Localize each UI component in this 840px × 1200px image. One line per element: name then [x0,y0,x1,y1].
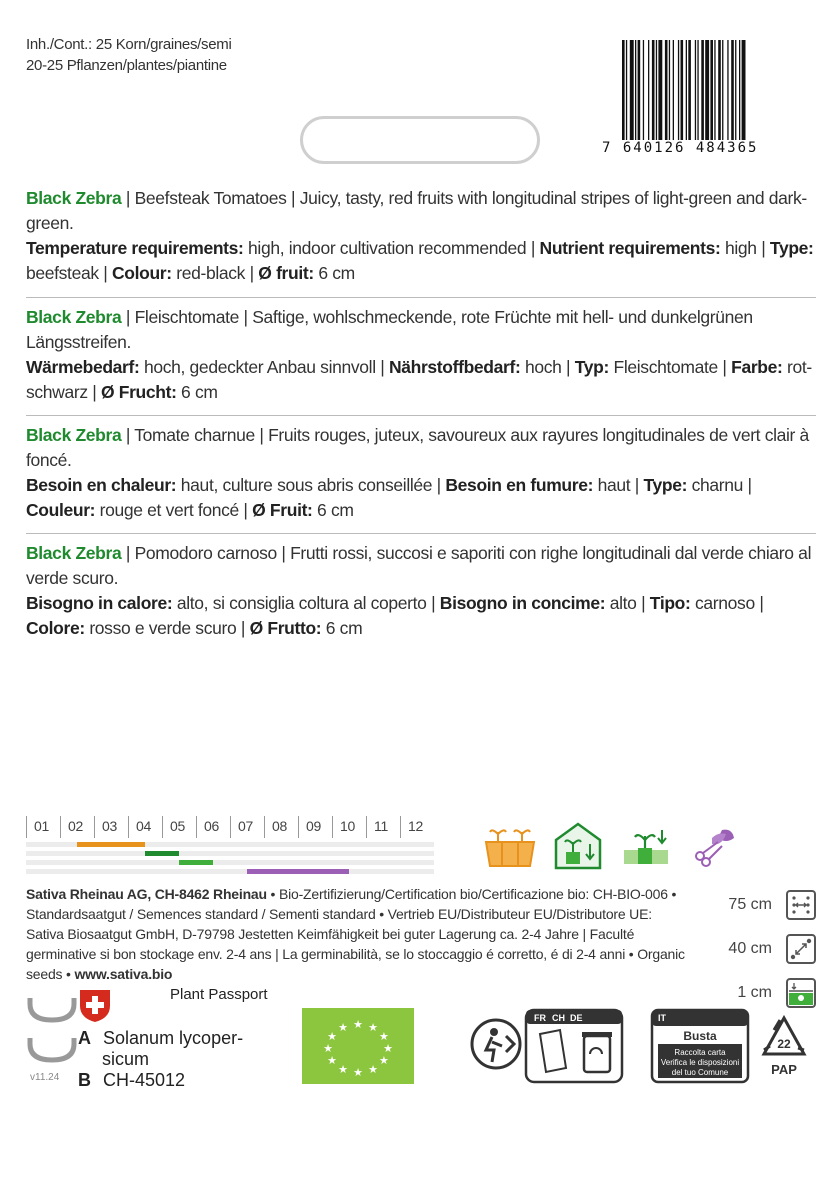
value-nutrient: alto | [605,593,650,613]
swiss-flag-icon [78,988,112,1024]
spec-plant-spacing [728,934,816,964]
divider [26,297,816,298]
recycling-info [470,1006,820,1086]
month-label: 10 [332,816,366,838]
label-type: Type: [643,475,688,495]
variety-description: | Tomate charnue | Fruits rouges, juteux, savoureux aux rayures longitudinales de vert clair à foncé. [26,425,809,470]
content-line-1: Inh./Cont.: 25 Korn/graines/semi [26,36,232,53]
variety-description: | Beefsteak Tomatoes | Juicy, tasty, red fruits with longitudinal stripes of light-green and dark-green. [26,188,807,233]
barcode-digits: 7 640126 484365 [602,140,759,156]
value-fruit-size: 6 cm [312,500,354,520]
value-type: beefsteak | [26,263,112,283]
label-type: Typ: [574,357,609,377]
value-colour: rosso e verde scuro | [84,618,250,638]
month-label: 05 [162,816,196,838]
spec-row-spacing [728,890,816,920]
pap-label: PAP [771,1062,797,1077]
value-colour: red-black | [171,263,259,283]
value-colour: rot-schwarz | [26,357,812,402]
sowing-calendar [26,816,436,872]
value-fruit-size: 6 cm [176,382,218,402]
label-temperature: Bisogno in calore: [26,593,173,613]
label-colour: Couleur: [26,500,96,520]
company-info [26,884,686,984]
description-it [26,541,816,641]
country-ch: CH [552,1013,565,1023]
value-nutrient: high | [720,238,770,258]
calendar-period-bar [145,851,179,856]
transplant-icon [624,830,668,864]
label-type: Tipo: [649,593,691,613]
variety-name: Black Zebra [26,307,122,327]
month-label: 11 [366,816,400,838]
certification-text: • Bio-Zertifizierung/Certification bio/Certificazione bio: CH-BIO-006 • Standardsaatgut / Semences standard / Sementi standard • Vertrieb EU/Distributeur EU/Distributore UE: Sativa Biosaatgut GmbH, D-79798 Jestetten Keimfähigkeit bei guter Lagerung ca. 2-4 Jahre | Faculté germinative si bon stockage env. 2-4 ans | La germinabilità, se lo stoccaggio é corretto, é di 2-4 anni • Organic seeds • [26,886,685,982]
month-label: 09 [298,816,332,838]
label-nutrient: Nährstoffbedarf: [388,357,521,377]
divider [26,533,816,534]
label-colour: Colour: [111,263,172,283]
greenhouse-icon [556,824,600,868]
value-temperature: high, indoor cultivation recommended | [243,238,540,258]
label-type: Type: [769,238,814,258]
svg-text:★: ★ [338,1021,348,1035]
busta-text-2: Verifica le disposizioni [660,1058,740,1067]
description-de [26,305,816,405]
svg-text:★: ★ [327,1030,337,1043]
label-colour: Farbe: [731,357,783,377]
passport-b-label: B [78,1070,91,1090]
country-fr: FR [534,1013,546,1023]
value-temperature: haut, culture sous abris conseillée | [176,475,446,495]
value-fruit-size: 6 cm [313,263,355,283]
calendar-track [26,860,434,865]
svg-text:★: ★ [379,1030,389,1043]
calendar-track [26,851,434,856]
month-label: 12 [400,816,434,838]
paper-bag-icon [540,1030,566,1072]
country-de: DE [570,1013,583,1023]
svg-text:★: ★ [353,1066,363,1079]
plant-spacing-icon [786,934,816,964]
month-label: 06 [196,816,230,838]
label-fruit-size: Ø fruit: [258,263,314,283]
label-nutrient: Bisogno in concime: [439,593,606,613]
row-spacing-value: 75 cm [728,896,772,913]
label-temperature: Wärmebedarf: [26,357,140,377]
svg-text:★: ★ [383,1042,393,1055]
pap-number: 22 [777,1037,791,1051]
variety-description: | Pomodoro carnoso | Frutti rossi, succosi e saporiti con righe longitudinali dal verde chiaro al verde scuro. [26,543,812,588]
svg-text:★: ★ [379,1054,389,1067]
value-colour: rouge et vert foncé | [95,500,253,520]
busta-title: Busta [683,1029,717,1043]
month-label: 02 [60,816,94,838]
label-fruit-size: Ø Frutto: [249,618,322,638]
calendar-track [26,869,434,874]
busta-text-1: Raccolta carta [674,1048,726,1057]
value-nutrient: haut | [593,475,644,495]
month-label: 07 [230,816,264,838]
content-line-2: 20-25 Pflanzen/plantes/piantine [26,57,227,74]
month-label: 04 [128,816,162,838]
barcode-bars [622,40,816,140]
month-label: 03 [94,816,128,838]
italy-recycling-box [652,1010,748,1082]
row-spacing-icon [786,890,816,920]
plant-spacing-value: 40 cm [728,940,772,957]
calendar-period-bar [179,860,213,865]
value-type: Fleischtomate | [608,357,732,377]
label-nutrient: Nutrient requirements: [539,238,721,258]
calendar-period-bar [247,869,349,874]
divider [26,415,816,416]
variety-description: | Fleischtomate | Saftige, wohlschmeckende, rote Früchte mit hell- und dunkelgrünen Längsstreifen. [26,307,753,352]
calendar-period-bar [77,842,145,847]
variety-name: Black Zebra [26,543,122,563]
description-en [26,186,816,286]
description-fr [26,423,816,523]
label-nutrient: Besoin en fumure: [445,475,594,495]
harvest-scissors-icon [696,830,734,866]
variety-name: Black Zebra [26,425,122,445]
botanical-name-cont: sicum [102,1049,150,1069]
label-temperature: Besoin en chaleur: [26,475,177,495]
svg-text:★: ★ [368,1062,378,1076]
label-temperature: Temperature requirements: [26,238,244,258]
passport-details [78,1028,243,1091]
passport-title: Plant Passport [170,986,268,1003]
label-fruit-size: Ø Frucht: [100,382,177,402]
bin-icon [584,1036,610,1072]
sowing-depth-value: 1 cm [737,984,772,1001]
recycling-country-box [526,1010,622,1082]
month-label: 01 [26,816,60,838]
eu-leaf-stars-icon [302,1008,414,1084]
website-link[interactable]: www.sativa.bio [74,966,173,982]
calendar-bars [26,832,436,884]
label-colour: Colore: [26,618,85,638]
botanical-name: Solanum lycoper- [103,1028,244,1048]
svg-text:★: ★ [368,1021,378,1035]
value-fruit-size: 6 cm [321,618,363,638]
value-type: charnu | [687,475,752,495]
version-label: v11.24 [30,1072,60,1083]
busta-text-3: del tuo Comune [671,1068,729,1077]
cultivation-icons [480,822,750,872]
pot-sowing-icon [486,830,534,866]
passport-a-label: A [78,1028,91,1048]
svg-text:★: ★ [323,1042,333,1055]
variety-name: Black Zebra [26,188,122,208]
country-it: IT [658,1013,666,1023]
svg-text:★: ★ [327,1054,337,1067]
value-nutrient: hoch | [520,357,575,377]
plant-passport-logo [24,994,80,1074]
barcode [602,40,816,156]
company-name: Sativa Rheinau AG, CH-8462 Rheinau [26,886,267,902]
sowing-depth-icon [786,978,816,1008]
value-type: carnoso | [690,593,764,613]
pap-recycling-icon [764,1018,804,1077]
svg-text:★: ★ [353,1018,363,1031]
label-fruit-size: Ø Fruit: [252,500,313,520]
month-label: 08 [264,816,298,838]
packet-window [300,116,540,164]
eu-organic-logo [302,1008,414,1084]
svg-text:★: ★ [338,1062,348,1076]
value-temperature: alto, si consiglia coltura al coperto | [172,593,440,613]
registration-number: CH-45012 [103,1070,186,1090]
triman-icon [472,1020,520,1068]
spec-sowing-depth [737,978,816,1008]
value-temperature: hoch, gedeckter Anbau sinnvoll | [139,357,389,377]
content-info [26,34,232,76]
